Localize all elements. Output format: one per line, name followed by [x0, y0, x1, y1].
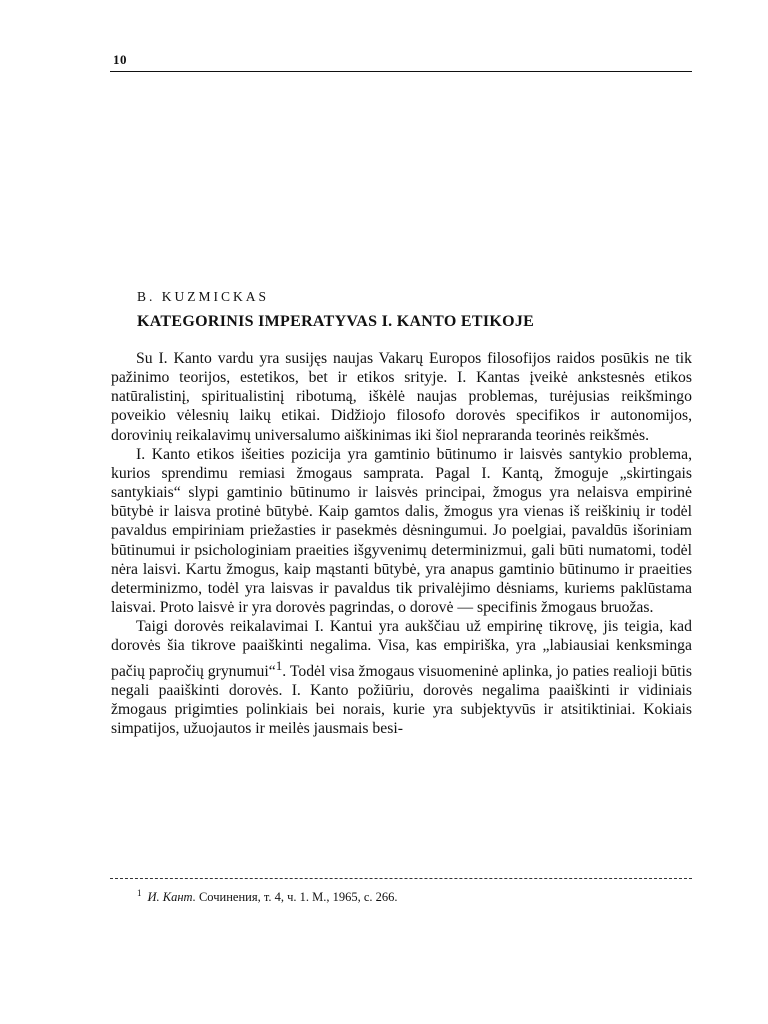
footnote-reference: 1 [275, 657, 283, 673]
footnote-marker: 1 [137, 888, 142, 898]
article-body [111, 349, 692, 738]
paragraph: Su I. Kanto vardu yra susijęs naujas Vakarų Europos filosofijos raidos posūkis ne tik pažinimo teorijos, estetikos, bet ir etikos srityje. I. Kantas įveikė ankstesnės etikos natūralistinį, spiritualistinį ribotumą, iškėlė naujas problemas, turėjusias reikšmingo poveikio vėlesnių laikų etikai. Didžiojo filosofo dorovės specifikos ir autonomijos, dorovinių reikalavimų universalumo aiškinimas iki šiol nepraranda teorinės reikšmės. [111, 350, 692, 444]
paragraph-text: Taigi dorovės reikalavimai I. Kantui yra aukščiau už empirinę tikrovę, jis teigia, kad dorovės šia tikrove paaiškinti negalima. Visa, kas empiriška, yra „labiausiai kenksminga pačių papročių grynumui“ [111, 618, 692, 680]
paragraph: I. Kanto etikos išeities pozicija yra gamtinio būtinumo ir laisvės santykio problema, kurios sprendimu remiasi žmogaus samprata. Pagal I. Kantą, žmoguje „skirtingais santykiais“ slypi gamtinio būtinumo ir laisvės principai, žmogus yra nelaisva empirinė būtybė ir laisva protinė būtybė. Kaip gamtos dalis, žmogus yra vienas iš reiškinių ir todėl pavaldus empiriniam priežasties ir pasekmės dėsningumui. Jo poelgiai, pavaldūs išoriniam būtinumui ir psichologiniam praeities išgyvenimų determinizmui, gali būti numatomi, todėl nėra laisvi. Kartu žmogus, kaip mąstanti būtybė, yra anapus gamtinio būtinumo ir praeities determinizmo, todėl yra laisvas ir pavaldus tik privalėjimo dėsniams, kuriems paklūstama laisvai. Proto laisvė ir yra dorovės pagrindas, o dorovė — specifinis žmogaus bruožas. [111, 445, 692, 617]
footnote-text: Сочинения, т. 4, ч. 1. М., 1965, с. 266. [198, 890, 398, 905]
paragraph-text: Todėl visa žmogaus visuomeninė aplinka, jo paties realioji būtis negali paaiškinti dorovės. I. Kanto požiūriu, dorovės negalima paaiškinti ir vidiniais žmogaus prigimties polinkiais bei norais, kurie yra subjektyvūs ir atsitiktiniai. Kokiais simpatijos, užuojautos ir meilės jausmais besi- [111, 662, 693, 738]
footnote-author: И. Кант. [147, 890, 196, 905]
header-rule [110, 71, 692, 72]
article-title: KATEGORINIS IMPERATYVAS I. KANTO ETIKOJE [137, 313, 535, 330]
article-author: B. KUZMICKAS [137, 289, 270, 304]
paragraph: Taigi dorovės reikalavimai I. Kantui yra aukščiau už empirinę tikrovę, jis teigia, kad dorovės šia tikrove paaiškinti negalima. Visa, kas empiriška, yra „labiausiai kenksminga pačių papročių grynumui“$^1$. Todėl visa žmogaus visuomeninė aplinka, jo paties realioji būtis negali paaiškinti dorovės. I. Kanto požiūriu, dorovės negalima paaiškinti ir vidiniais žmogaus prigimties polinkiais bei norais, kurie yra subjektyvūs ir atsitiktiniai. Kokiais simpatijos, užuojautos ir meilės jausmais besi- [111, 618, 693, 738]
footnote [137, 888, 398, 905]
page-number: 10 [113, 52, 127, 67]
footnote-rule [110, 878, 692, 879]
